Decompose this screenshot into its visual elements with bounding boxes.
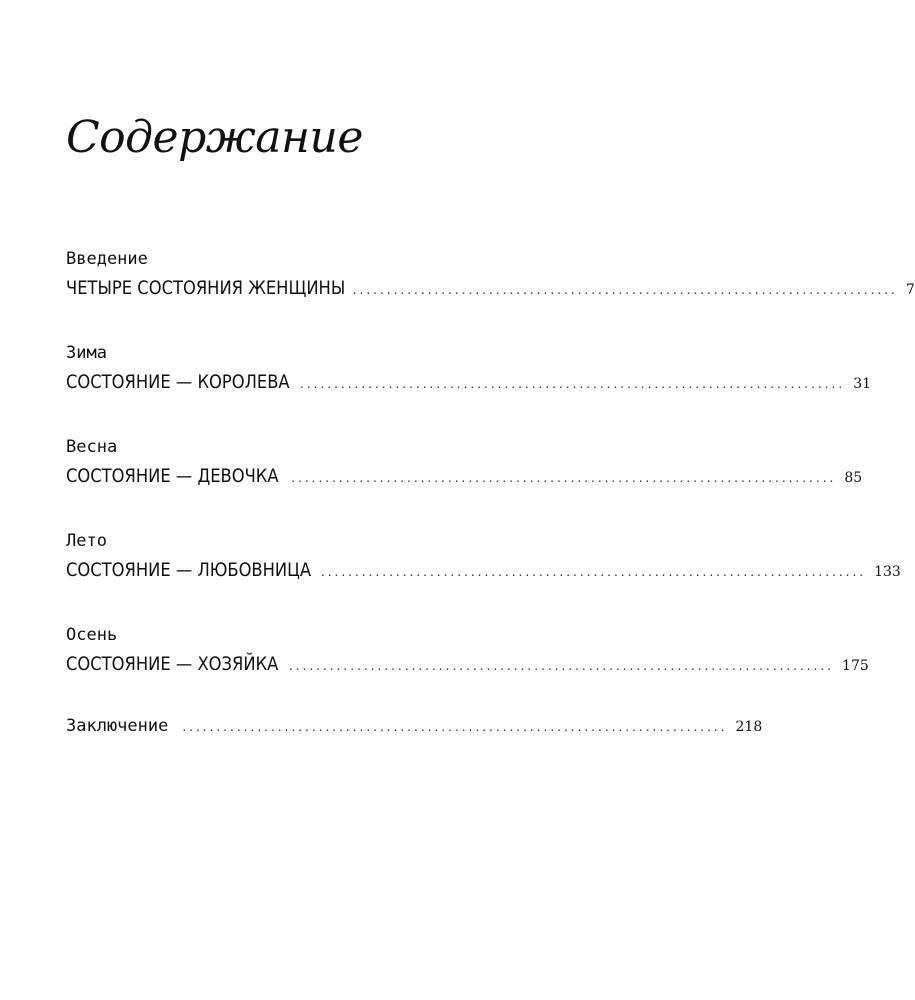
toc-entry[interactable] [66,272,915,304]
toc-entry[interactable] [66,460,863,492]
toc-entry[interactable] [66,366,872,398]
toc-entry[interactable] [66,710,763,742]
entry-title: СОСТОЯНИЕ — ДЕВОЧКА [66,465,279,487]
entry-title: СОСТОЯНИЕ — ХОЗЯЙКА [66,653,279,675]
page-number: 31 [853,376,872,392]
dot-leader: ................................................................................ [300,377,846,391]
toc-section-winter [66,340,872,398]
dot-leader: ................................................................................ [320,565,867,579]
toc-entry[interactable] [66,648,869,680]
entry-title: СОСТОЯНИЕ — КОРОЛЕВА [66,371,290,393]
toc-section-conclusion [66,710,763,742]
toc-entry[interactable] [66,554,901,586]
section-label: Весна [66,437,118,457]
section-label: Зима [66,343,107,363]
entry-title: СОСТОЯНИЕ — ЛЮБОВНИЦА [66,559,312,581]
section-label: Введение [66,249,148,269]
section-label: Осень [66,625,118,645]
page-number: 85 [844,470,863,486]
dot-leader: ................................................................................ [182,720,728,734]
dot-leader: ................................................................................ [291,471,837,485]
toc-section-spring [66,434,863,492]
toc-section-introduction [66,246,915,304]
page-number: 175 [842,658,869,674]
page-number: 218 [735,719,763,735]
toc-section-autumn [66,622,869,680]
table-of-contents [66,246,915,778]
page-title: Содержание [66,112,363,163]
dot-leader: ................................................................................ [288,659,835,673]
page-number: 133 [874,564,901,580]
toc-section-summer [66,528,901,586]
section-label: Лето [66,531,107,551]
entry-title: Заключение [66,716,169,736]
entry-title: ЧЕТЫРЕ СОСТОЯНИЯ ЖЕНЩИНЫ [66,277,346,299]
page-number: 7 [905,282,915,298]
dot-leader: ................................................................................ [352,283,898,297]
